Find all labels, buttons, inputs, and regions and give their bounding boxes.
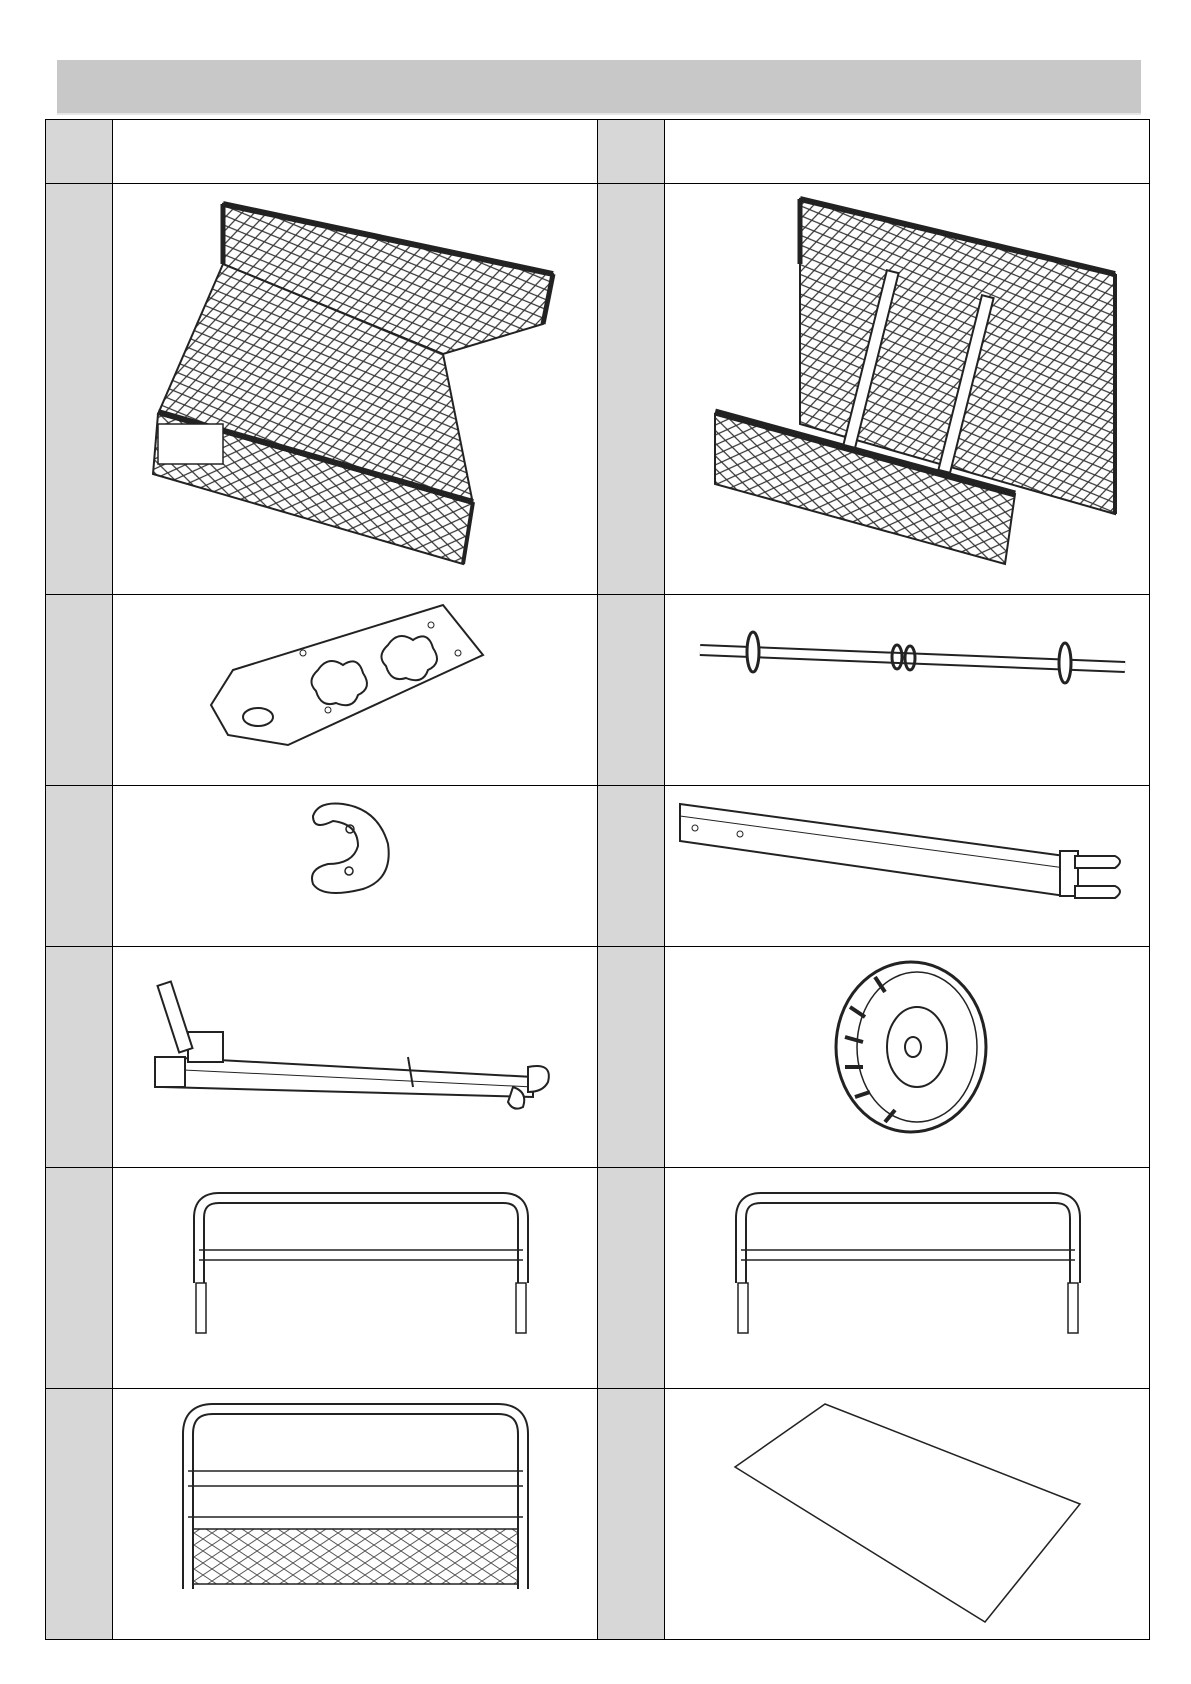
part-image-cell (113, 1389, 598, 1640)
part-number-cell (598, 184, 665, 595)
part-image-cell (113, 595, 598, 786)
table-row (46, 1389, 1150, 1640)
part-number-cell (46, 595, 113, 786)
header-number-cell (598, 120, 665, 184)
mesh-basket-front-icon (113, 184, 597, 594)
page-title-bar (57, 60, 1141, 115)
part-number-cell (46, 947, 113, 1168)
part-image-cell (113, 786, 598, 947)
part-image-cell (113, 1168, 598, 1389)
square-tube-arm-icon (665, 786, 1149, 946)
part-number-cell (46, 1389, 113, 1640)
wheel-icon (665, 947, 1149, 1167)
parts-table (45, 119, 1150, 1640)
axle-icon (665, 595, 1149, 785)
part-image-cell (665, 1168, 1150, 1389)
header-name-cell (113, 120, 598, 184)
side-rail-left-icon (113, 1168, 597, 1388)
part-number-cell (598, 947, 665, 1168)
part-number-cell (46, 184, 113, 595)
table-row (46, 184, 1150, 595)
mounting-plate-icon (113, 595, 597, 785)
table-row (46, 947, 1150, 1168)
header-name-cell (665, 120, 1150, 184)
table-row (46, 786, 1150, 947)
handle-tube-icon (113, 947, 597, 1167)
part-number-cell (598, 1168, 665, 1389)
part-image-cell (113, 184, 598, 595)
part-image-cell (665, 786, 1150, 947)
table-row (46, 1168, 1150, 1389)
mesh-end-gate-icon (113, 1389, 597, 1639)
part-image-cell (113, 947, 598, 1168)
flat-panel-icon (665, 1389, 1149, 1639)
part-image-cell (665, 595, 1150, 786)
part-image-cell (665, 184, 1150, 595)
part-number-cell (598, 595, 665, 786)
part-number-cell (46, 786, 113, 947)
part-image-cell (665, 947, 1150, 1168)
mesh-basket-dividers-icon (665, 184, 1149, 594)
part-number-cell (46, 1168, 113, 1389)
part-number-cell (598, 1389, 665, 1640)
side-rail-right-icon (665, 1168, 1149, 1388)
u-clamp-icon (113, 786, 597, 946)
table-header-row (46, 120, 1150, 184)
header-number-cell (46, 120, 113, 184)
table-row (46, 595, 1150, 786)
part-image-cell (665, 1389, 1150, 1640)
part-number-cell (598, 786, 665, 947)
